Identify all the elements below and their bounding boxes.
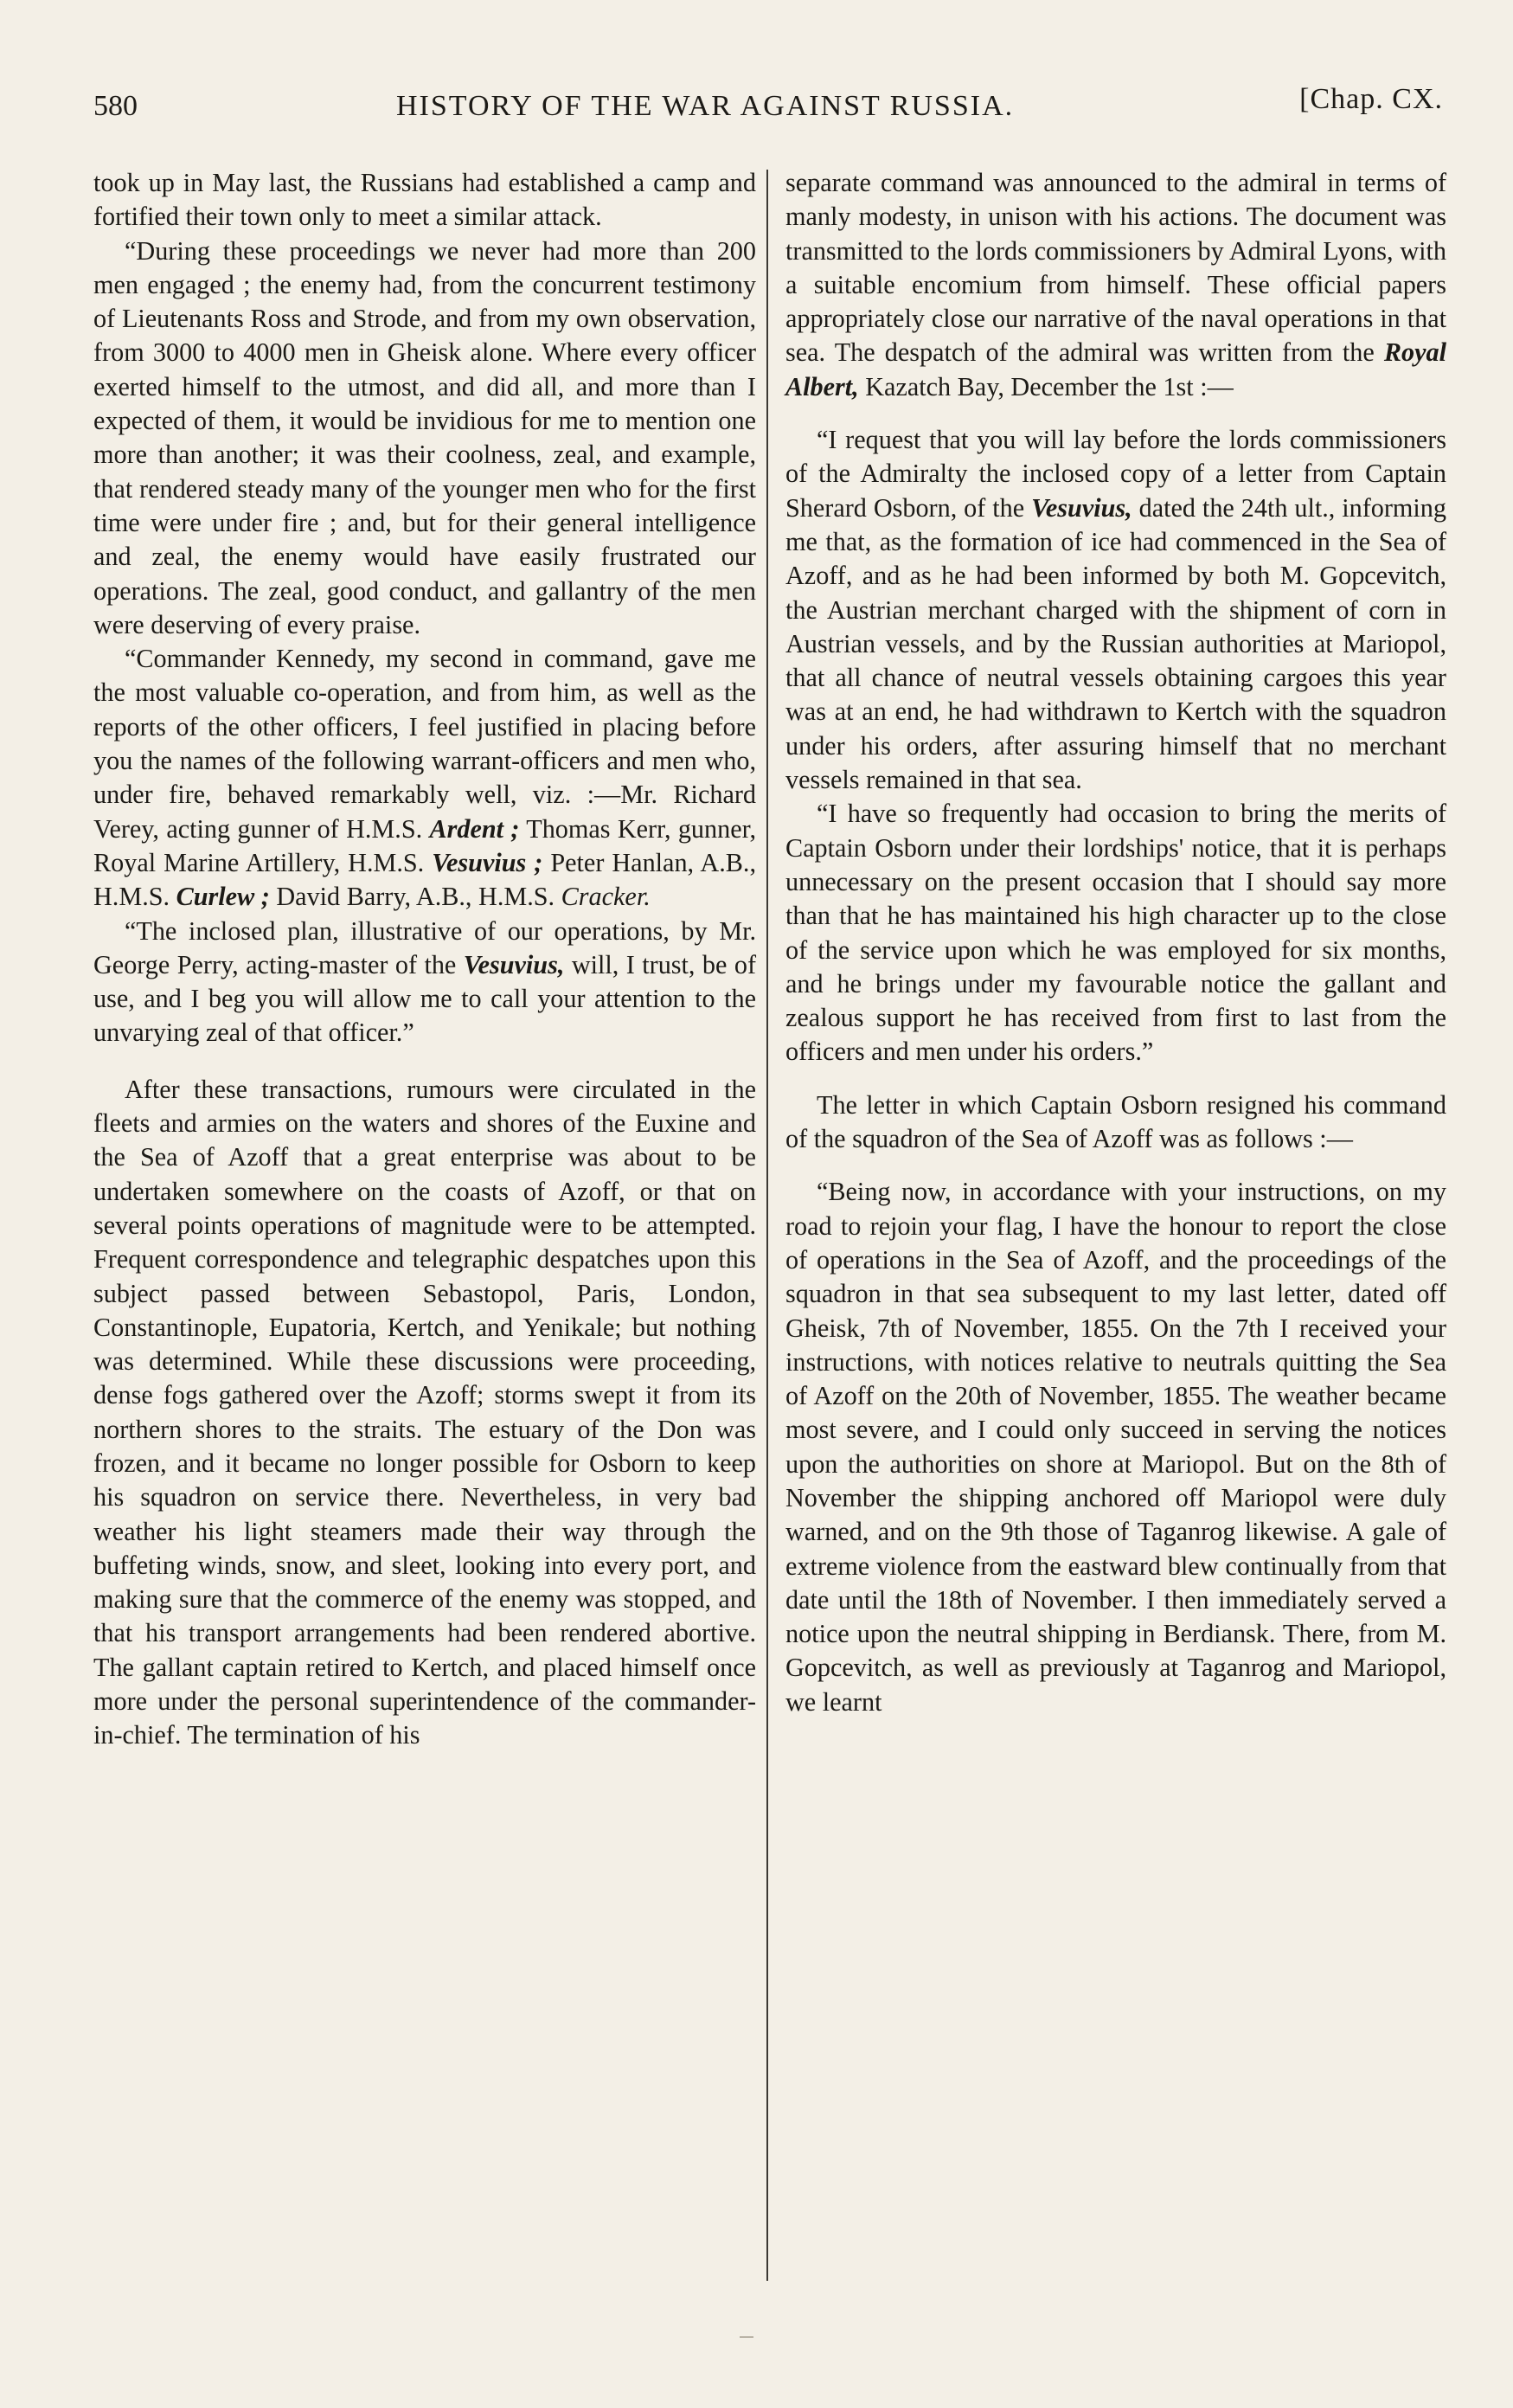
paragraph: The letter in which Captain Osborn resigned his command of the squadron of the Sea of Azoff was as follows :— [785,1089,1446,1154]
chapter-reference: [Chap. CX. [1299,83,1443,115]
ship-name: Vesuvius, [1031,492,1132,523]
ship-name: Vesuvius, [463,949,565,979]
page-number: 580 [93,90,138,122]
paragraph [93,915,756,1050]
text-run: “I request that you will lay before the lords commissioners of the Admiralty the inclosed copy of a letter from Captain Sherard Osborn, of the [785,425,1446,523]
paragraph [785,423,1446,797]
paragraph: took up in May last, the Russians had established a camp and fortified their town only to meet a similar attack. [93,168,756,232]
text-run: Kazatch Bay, December the 1st :— [858,371,1234,401]
page-header [93,83,1443,135]
paragraph [93,642,756,914]
text-run: will, I trust, be of use, and I beg you will allow me to call your attention to the unvarying zeal of that officer.” [93,949,756,1048]
ship-name: Curlew ; [176,882,270,912]
text-run: David Barry, A.B., H.M.S. [269,882,561,912]
text-run: separate command was announced to the admiral in terms of manly modesty, in unison with his actions. The document was transmitted to the lords commissioners by Admiral Lyons, with a suitable encomium from himself. These official papers appropriately close our narrative of the naval operations in that sea. The despatch of the admiral was written from the [785,168,1446,368]
text-run: “The inclosed plan, illustrative of our operations, by Mr. George Perry, acting-master of the [93,915,756,979]
right-column [785,166,1446,1719]
ship-name: Ardent ; [429,813,520,844]
paragraph: “I have so frequently had occasion to bring the merits of Captain Osborn under their lordships' notice, that it is perhaps unnecessary on the present occasion that I should say more than that he has maintained his high character up to the close of the service upon which he was employed for six months, and he brings under my favourable notice the gallant and zealous support he has received from first to last from the officers and men under his orders.” [785,799,1446,1067]
left-column [93,166,756,1753]
text-run: “Commander Kennedy, my second in command, gave me the most valuable co-operation, and from him, as well as the reports of the other officers, I feel justified in placing before you the names of the following warrant-officers and men who, under fire, behaved remarkably well, viz. :—Mr. Richard Verey, acting gunner of H.M.S. [93,644,756,844]
text-run: Peter Hanlan, A.B., H.M.S. [93,847,757,912]
text-run: dated the 24th ult., informing me that, as the formation of ice had commenced in the Sea of Azoff, and as he had been informed by both M. Gopcevitch, the Austrian merchant charged with the shipment of corn in Austrian vessels, and by the Russian authorities at Mariopol, that all chance of neutral vessels obtaining cargoes this year was at an end, he had withdrawn to Kertch with the squadron under his orders, after assuring himself that no merchant vessels remained in that sea. [785,492,1446,795]
column-divider [766,170,768,2281]
ship-name: Royal Albert, [785,337,1446,401]
paragraph: “During these proceedings we never had more than 200 men engaged ; the enemy had, from the concurrent testimony of Lieutenants Ross and Strode, and from my own observation, from 3000 to 4000 men in Gheisk alone. Where every officer exerted himself to the utmost, and did all, and more than I expected of them, it would be invidious for me to mention one more than another; it was their coolness, zeal, and example, that rendered steady many of the younger men who for the first time were under fire ; and, but for their general intelligence and zeal, the enemy would have easily frustrated our operations. The zeal, good conduct, and gallantry of the men were deserving of every praise. [93,235,756,639]
running-head: HISTORY OF THE WAR AGAINST RUSSIA. [396,90,1015,122]
ship-name: Vesuvius ; [432,847,543,877]
paragraph [785,166,1446,404]
text-run: Thomas Kerr, gunner, Royal Marine Artillery, H.M.S. [93,813,756,877]
page-footer-mark [740,2336,753,2339]
paragraph: “Being now, in accordance with your instructions, on my road to rejoin your flag, I have the honour to report the close of operations in the Sea of Azoff, and the proceedings of the squadron in that sea subsequent to my last letter, dated off Gheisk, 7th of November, 1855. On the 7th I received your instructions, with notices relative to neutrals quitting the Sea of Azoff on the 20th of November, 1855. The weather became most severe, and I could only succeed in serving the notices upon the authorities on shore at Mariopol. But on the 8th of November the shipping anchored off Mariopol were duly warned, and on the 9th those of Taganrog likewise. A gale of extreme violence from the eastward blew continually from that date until the 18th of November. I then immediately served a notice upon the neutral shipping in Berdiansk. There, from M. Gopcevitch, as well as previously at Taganrog and Mariopol, we learnt [785,1177,1446,1717]
ship-name: Cracker. [561,882,651,912]
paragraph: After these transactions, rumours were circulated in the fleets and armies on the waters and shores of the Euxine and the Sea of Azoff that a great enterprise was about to be undertaken somewhere on the coasts of Azoff, or that on several points operations of magnitude were to be attempted. Frequent correspondence and telegraphic despatches upon this subject passed between Sebastopol, Paris, London, Constantinople, Eupatoria, Kertch, and Yenikale; but nothing was determined. While these discussions were proceeding, dense fogs gathered over the Azoff; storms swept it from its northern shores to the straits. The estuary of the Don was frozen, and it became no longer possible for Osborn to keep his squadron on service there. Nevertheless, in very bad weather his light steamers made their way through the buffeting winds, snow, and sleet, looking into every port, and making sure that the commerce of the enemy was stopped, and that his transport arrangements had been rendered abortive. The gallant captain retired to Kertch, and placed himself once more under the personal superintendence of the commander-in-chief. The termination of his [93,1074,756,1750]
